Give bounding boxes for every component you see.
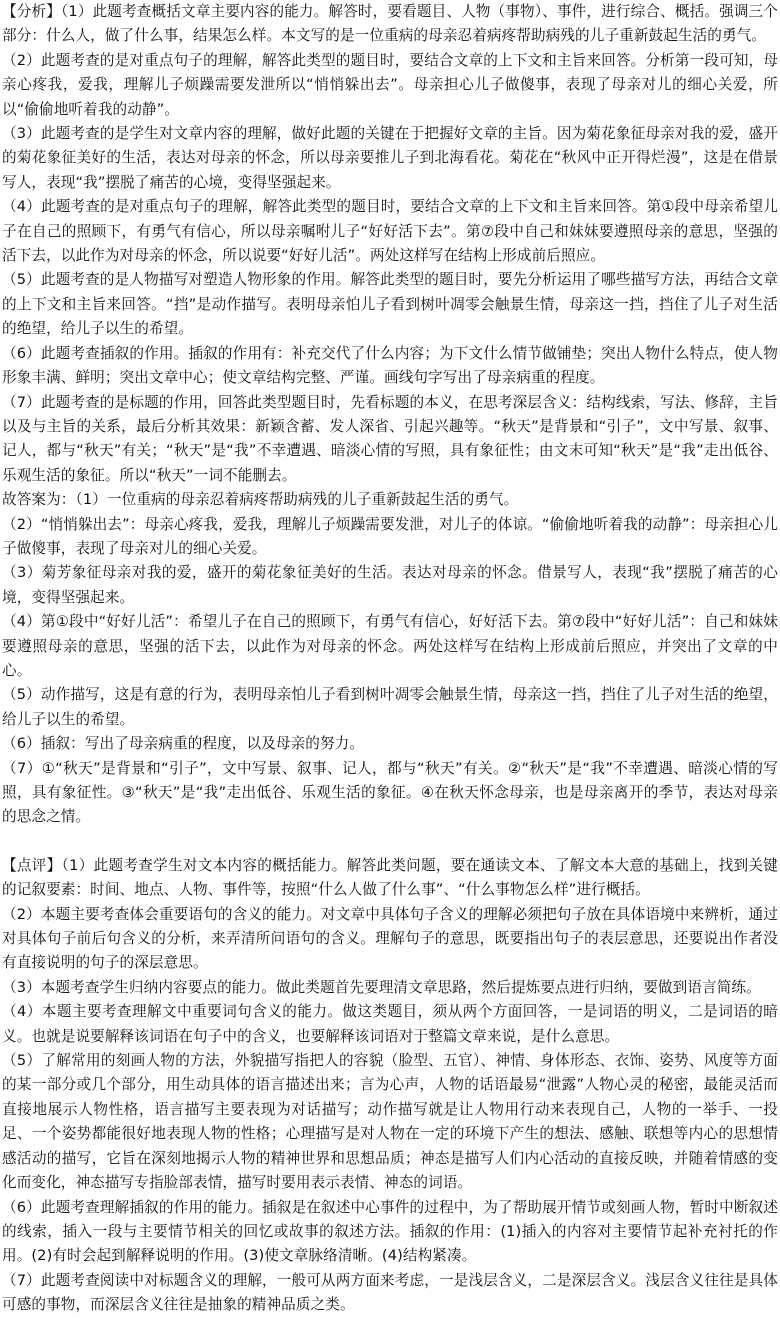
- answer-item-4: （4）第①段中“好好儿活”：希望儿子在自己的照顾下，有勇气有信心，好好活下去。第⑦段中“好好儿活”：自己和妹妹要遵照母亲的意思，坚强的活下去，以此作为对母亲的怀念。两处这样写在结构上形成前后照应，并突出了文章的中心。: [2, 613, 778, 679]
- analysis-item-5: （5）此题考查的是人物描写对塑造人物形象的作用。解答此类型的题目时，要先分析运用了哪些描写方法，再结合文章的上下文和主旨来回答。“挡”是动作描写。表明母亲怕儿子看到树叶凋零会触景生情，母亲这一挡，挡住了儿子对生活的绝望，给儿子以生的希望。: [2, 271, 778, 338]
- comment-item-6: （6）此题考查理解插叙的作用的能力。插叙是在叙述中心事件的过程中，为了帮助展开情节或刻画人物，暂时中断叙述的线索，插入一段与主要情节相关的回忆或故事的叙述方法。插叙的作用：(1)插入的内容对主要情节起补充衬托的作用。(2)有时会起到解释说明的作用。(3)使文章脉络清晰。(4)结构紧凑。: [2, 1198, 778, 1265]
- answer-item-6: （6）插叙：写出了母亲病重的程度，以及母亲的努力。: [2, 735, 365, 753]
- comment-item-7: （7）此题考查阅读中对标题含义的理解，一般可从两方面来考虑，一是浅层含义，二是深层含义。浅层含义往往是具体可感的事物，而深层含义往往是抽象的精神品质之类。: [2, 1271, 778, 1314]
- analysis-intro: 【分析】（1）此题考查概括文章主要内容的能力。解答时，要看题目、人物（事物）、事件，进行综合、概括。强调三个部分：什么人，做了什么事，结果怎么样。本文写的是一位重病的母亲忍着病疼帮助病残的儿子重新鼓起生活的勇气。: [2, 3, 778, 45]
- analysis-section: [2, 0, 778, 488]
- analysis-item-7: （7）此题考查的是标题的作用，回答此类型题目时，先看标题的本义，在思考深层含义：结构线索，写法、修辞，主旨以及与主旨的关系，最后分析其效果：新颖含蓄、发人深省、引起兴趣等。“秋天”是背景和“引子”，文中写景、叙事、记人，都与“秋天”有关；“秋天”是“我”不幸遭遇、暗淡心情的写照，具有象征性；由文末可知“秋天”是“我”走出低谷、乐观生活的象征。所以“秋天”一词不能删去。: [2, 393, 778, 484]
- answer-item-3: （3）菊芳象征母亲对我的爱，盛开的菊花象征美好的生活。表达对母亲的怀念。借景写人，表现“我”摆脱了痛苦的心境，变得坚强起来。: [2, 564, 778, 606]
- analysis-item-2: （2）此题考查的是对重点句子的理解，解答此类型的题目时，要结合文章的上下文和主旨来回答。分析第一段可知，母亲心疼我，爱我，理解儿子烦躁需要发泄所以“悄悄躲出去”。母亲担心儿子做傻事，表现了母亲对儿的细心关爱，所以“偷偷地听着我的动静”。: [2, 51, 778, 118]
- answers-section: [2, 488, 778, 830]
- section-spacer: [2, 830, 778, 854]
- comment-item-3: （3）本题考查学生归纳内容要点的能力。做此类题首先要理清文章思路，然后提炼要点进行归纳，要做到语言简练。: [2, 978, 761, 996]
- analysis-item-3: （3）此题考查的是学生对文章内容的理解，做好此题的关键在于把握好文章的主旨。因为菊花象征母亲对我的爱，盛开的菊花象征美好的生活，表达对母亲的怀念，所以母亲要推儿子到北海看花。菊花在“秋风中正开得烂漫”，这是在借景写人，表现“我”摆脱了痛苦的心境，变得坚强起来。: [2, 125, 778, 191]
- comment-item-5: （5）了解常用的刻画人物的方法，外貌描写指把人的容貌（脸型、五官）、神情、身体形态、衣饰、姿势、风度等方面的某一部分或几个部分，用生动具体的语言描述出来；言为心声，人物的话语最易“泄露”人物心灵的秘密，最能灵活而直接地展示人物性格，语言描写主要表现为对话描写；动作描写就是让人物用行动来表现自己，人物的一举手、一投足、一个姿势都能很好地表现人物的性格；心理描写是对人物在一定的环境下产生的想法、感触、联想等内心的思想情感活动的描写，它旨在深刻地揭示人物的精神世界和思想品质；神态是描写人们内心活动的直接反映，并随着情感的变化而变化，神态描写专指脸部表情，描写时要用表示表情、神态的词语。: [2, 1052, 778, 1192]
- comment-intro: 【点评】（1）此题考查学生对文本内容的概括能力。解答此类问题，要在通读文本、了解文本大意的基础上，找到关键的记叙要素：时间、地点、人物、事件等，按照“什么人做了什么事”、“什么事物怎么样”进行概括。: [2, 856, 778, 899]
- answer-item-5: （5）动作描写，这是有意的行为，表明母亲怕儿子看到树叶凋零会触景生情，母亲这一挡，挡住了儿子对生活的绝望，给儿子以生的希望。: [2, 686, 778, 728]
- answer-item-7: （7）①“秋天”是背景和“引子”，文中写景、叙事、记人，都与“秋天”有关。②“秋天”是“我”不幸遭遇、暗淡心情的写照，具有象征性。③“秋天”是“我”走出低谷、乐观生活的象征。④在秋天怀念母亲，也是母亲离开的季节，表达对母亲的思念之情。: [2, 759, 778, 826]
- answer-intro: 故答案为：（1）一位重病的母亲忍着病疼帮助病残的儿子重新鼓起生活的勇气。: [2, 491, 519, 509]
- comment-item-2: （2）本题主要考查体会重要语句的含义的能力。对文章中具体句子含义的理解必须把句子放在具体语境中来辨析，通过对具体句子前后句含义的分析，来弄清所问语句的含义。理解句子的意思，既要指出句子的表层意思，还要说出作者没有直接说明的句子的深层意思。: [2, 905, 778, 972]
- comment-item-4: （4）本题主要考查理解文中重要词句含义的能力。做这类题目，须从两个方面回答，一是词语的明义，二是词语的暗义。也就是说要解释该词语在句子中的含义，也要解释该词语对于整篇文章来说，是什么意思。: [2, 1003, 778, 1045]
- answer-item-2: （2）“悄悄躲出去”：母亲心疼我，爱我，理解儿子烦躁需要发泄，对儿子的体谅。“偷偷地听着我的动静”：母亲担心儿子做傻事，表现了母亲对儿的细心关爱。: [2, 515, 778, 557]
- analysis-item-4: （4）此题考查的是对重点句子的理解，解答此类型的题目时，要结合文章的上下文和主旨来回答。第①段中母亲希望儿子在自己的照顾下，有勇气有信心，所以母亲嘱咐儿子“好好活下去”。第⑦段中自己和妹妹要遵照母亲的意思，坚强的活下去，以此作为对母亲的怀念，所以说要“好好儿活”。两处这样写在结构上形成前后照应。: [2, 198, 778, 265]
- analysis-item-6: （6）此题考查插叙的作用。插叙的作用有：补充交代了什么内容；为下文什么情节做铺垫；突出人物什么特点，使人物形象丰满、鲜明；突出文章中心；使文章结构完整、严谨。画线句字写出了母亲病重的程度。: [2, 344, 778, 387]
- comments-section: [2, 854, 778, 1318]
